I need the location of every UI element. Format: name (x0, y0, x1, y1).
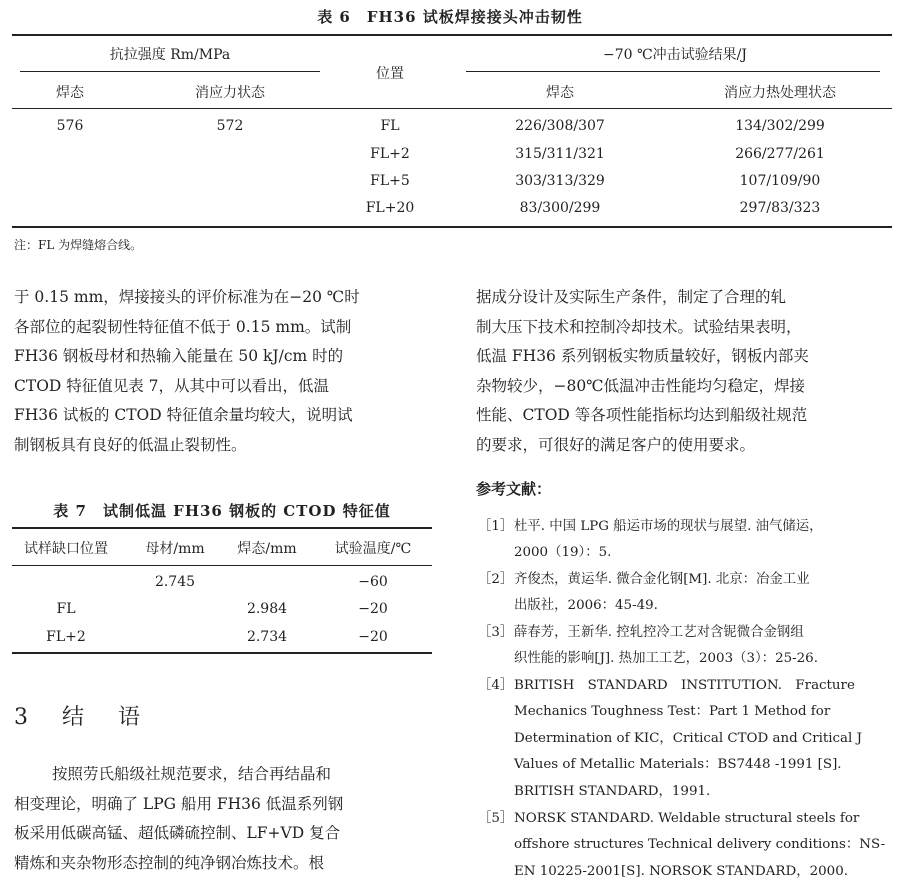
paragraph-line: 精炼和夹杂物形态控制的纯净钢冶炼技术。根 (14, 853, 325, 872)
cell-impact-heat: 266/277/261 (735, 146, 825, 162)
reference-item (478, 673, 892, 805)
table6-top-rule (12, 34, 892, 36)
paragraph-line: 板采用低碳高锰、超低磷硫控制、LF+VD 复合 (14, 824, 341, 843)
cell-impact-weld: 83/300/299 (519, 200, 601, 216)
table6-title: 表 6 FH36 试板焊接接头冲击韧性 (317, 8, 583, 26)
reference-item (478, 806, 892, 885)
cell-notch: FL (56, 601, 76, 617)
paragraph-line: FH36 试板的 CTOD 特征值余量均较大，说明试 (14, 406, 353, 425)
paragraph-line: 低温 FH36 系列钢板实物质量较好，钢板内部夹 (476, 347, 809, 366)
table6-sub-rule-right (466, 71, 880, 72)
table7-header-base: 母材/mm (145, 541, 205, 557)
reference-item (478, 514, 892, 567)
cell-temp: −20 (358, 601, 388, 617)
reference-line: Mechanics Toughness Test：Part 1 Method for (514, 704, 831, 720)
reference-line: offshore structures Technical delivery conditions：NS- (514, 837, 886, 853)
table7-title: 表 7 试制低温 FH36 钢板的 CTOD 特征值 (53, 502, 391, 520)
table6-sub-weld: 焊态 (56, 85, 84, 101)
paragraph-line: 的要求，可很好的满足客户的使用要求。 (476, 435, 756, 454)
table7-header-temp: 试验温度/℃ (334, 541, 412, 557)
cell-temp: −20 (358, 629, 388, 645)
paragraph-line: FH36 钢板母材和热输入能量在 50 kJ/cm 时的 (14, 347, 344, 366)
paragraph-line: 于 0.15 mm，焊接接头的评价标准为在−20 ℃时 (14, 288, 360, 306)
cell-base: 2.745 (154, 574, 196, 590)
reference-number: ［2］ (478, 572, 514, 587)
reference-line: Determination of KIC，Critical CTOD and Critical J (514, 730, 862, 746)
cell-notch: FL+2 (46, 629, 86, 645)
paragraph-line: 性能、CTOD 等各项性能指标均达到船级社规范 (476, 406, 808, 425)
cell-impact-weld: 315/311/321 (515, 146, 605, 162)
reference-line: 薛春芳，王新华. 控轧控冷工艺对含铌微合金钢组 (514, 625, 804, 640)
reference-line: 出版社，2006：45-49. (514, 598, 658, 614)
reference-line: 2000（19）：5. (514, 545, 612, 561)
table6-sub-impact-heat: 消应力热处理状态 (724, 85, 836, 101)
reference-number: ［5］ (478, 811, 514, 826)
paragraph-line: 按照劳氏船级社规范要求，结合再结晶和 (52, 765, 332, 783)
cell-position: FL+2 (370, 146, 410, 162)
table6-header-impact: −70 ℃冲击试验结果/J (603, 47, 747, 63)
reference-line: 织性能的影响[J]. 热加工工艺，2003（3）：25-26. (514, 651, 818, 667)
section-paragraph (14, 760, 440, 878)
left-paragraph (14, 283, 440, 461)
cell-position: FL+5 (370, 173, 410, 189)
cell-impact-heat: 297/83/323 (739, 200, 821, 216)
reference-line: BRITISH STANDARD，1991. (514, 783, 711, 799)
paragraph-line: CTOD 特征值见表 7，从其中可以看出，低温 (14, 376, 330, 395)
reference-line: BRITISH STANDARD INSTITUTION. Fracture (514, 678, 855, 693)
table7-bottom-rule (12, 652, 432, 654)
table6-note: 注：FL 为焊缝熔合线。 (14, 238, 143, 252)
cell-stress: 572 (216, 118, 244, 134)
cell-weld: 2.984 (246, 601, 288, 617)
table7-header-rule (12, 565, 432, 566)
reference-line: NORSK STANDARD. Weldable structural steels for (514, 811, 860, 826)
paragraph-line: 制钢板具有良好的低温止裂韧性。 (14, 435, 247, 454)
reference-number: ［1］ (478, 519, 514, 534)
reference-item (478, 620, 892, 673)
table6-header-position: 位置 (376, 66, 404, 82)
cell-position: FL+20 (365, 200, 415, 216)
table6-header-rule (12, 108, 892, 109)
table7-header-weld: 焊态/mm (237, 541, 297, 557)
cell-impact-weld: 226/308/307 (515, 118, 605, 134)
right-paragraph (476, 283, 892, 461)
cell-impact-heat: 134/302/299 (735, 118, 825, 134)
cell-weld: 2.734 (246, 629, 288, 645)
reference-line: Values of Metallic Materials：BS7448 -1991 [S]. (514, 757, 842, 773)
paragraph-line: 制大压下技术和控制冷却技术。试验结果表明， (476, 317, 802, 336)
table6-sub-impact-weld: 焊态 (546, 85, 574, 101)
cell-position: FL (380, 118, 400, 134)
cell-impact-weld: 303/313/329 (515, 173, 605, 189)
table6-sub-rule-left (20, 71, 320, 72)
reference-line: 齐俊杰，黄运华. 微合金化钢[M]. 北京：冶金工业 (514, 572, 810, 587)
cell-weld: 576 (56, 118, 84, 134)
cell-impact-heat: 107/109/90 (739, 173, 821, 189)
table7-header-notch: 试样缺口位置 (24, 541, 108, 557)
table6-bottom-rule (12, 226, 892, 228)
paragraph-line: 各部位的起裂韧性特征值不低于 0.15 mm。试制 (14, 317, 352, 336)
paragraph-line: 相变理论，明确了 LPG 船用 FH36 低温系列钢 (14, 794, 344, 813)
paragraph-line: 杂物较少，−80℃低温冲击性能均匀稳定，焊接 (476, 376, 806, 395)
reference-number: ［4］ (478, 678, 514, 693)
cell-temp: −60 (358, 574, 388, 590)
reference-number: ［3］ (478, 625, 514, 640)
table7-top-rule (12, 527, 432, 529)
table6-sub-stress: 消应力状态 (195, 85, 265, 101)
paragraph-line: 据成分设计及实际生产条件，制定了合理的轧 (476, 288, 787, 306)
reference-line: EN 10225-2001[S]. NORSOK STANDARD，2000. (514, 863, 848, 879)
table6-header-tensile: 抗拉强度 Rm/MPa (109, 47, 231, 63)
reference-item (478, 567, 892, 620)
reference-line: 杜平. 中国 LPG 船运市场的现状与展望. 油气储运， (514, 519, 823, 534)
references-heading: 参考文献： (476, 480, 552, 498)
section-title: 3 结 语 (14, 705, 146, 730)
